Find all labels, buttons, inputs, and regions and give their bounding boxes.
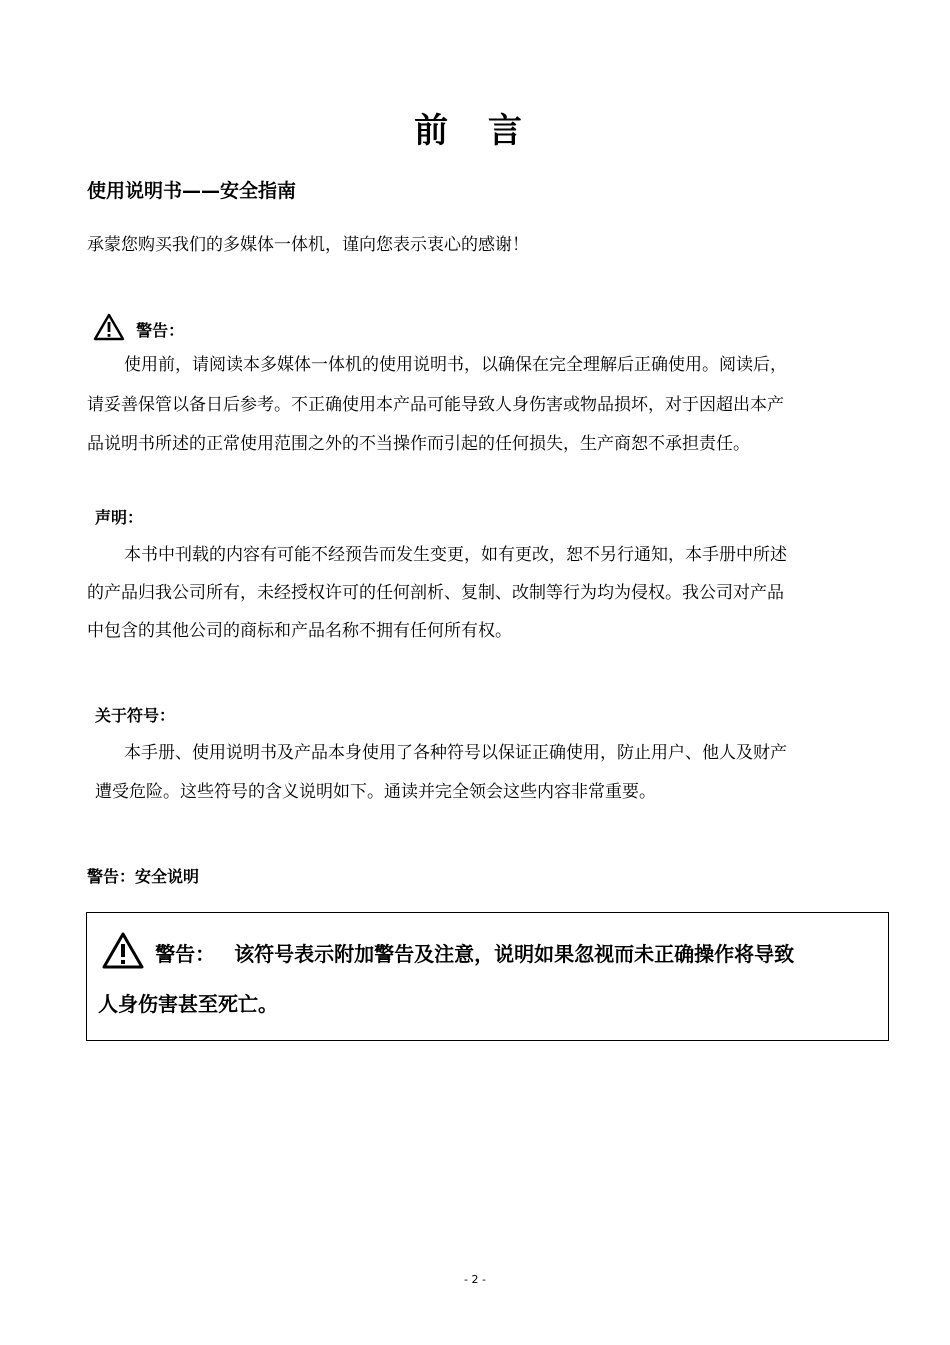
statement-line-3: 中包含的其他公司的商标和产品名称不拥有任何所有权。 (87, 621, 512, 641)
warning-triangle-icon (93, 313, 125, 345)
safety-box-line-1: 该符号表示附加警告及注意，说明如果忽视而未正确操作将导致 (234, 942, 795, 966)
statement-line-2: 的产品归我公司所有，未经授权许可的任何剖析、复制、改制等行为均为侵权。我公司对产品 (87, 583, 784, 603)
warning-line-1: 使用前，请阅读本多媒体一体机的使用说明书，以确保在完全理解后正确使用。阅读后， (124, 355, 787, 375)
warning-line-3: 品说明书所述的正常使用范围之外的不当操作而引起的任何损失，生产商恕不承担责任。 (87, 434, 750, 454)
intro-text: 承蒙您购买我们的多媒体一体机，谨向您表示衷心的感谢！ (87, 235, 529, 255)
symbols-label: 关于符号： (95, 706, 176, 725)
symbols-line-1: 本手册、使用说明书及产品本身使用了各种符号以保证正确使用，防止用户、他人及财产 (124, 743, 787, 763)
warning-label: 警告： (136, 320, 185, 340)
safety-warning-box (86, 912, 889, 1041)
page-number: - 2 - (464, 1273, 486, 1286)
statement-line-1: 本书中刊载的内容有可能不经预告而发生变更，如有更改，恕不另行通知，本手册中所述 (124, 545, 787, 565)
safety-heading: 警告：安全说明 (87, 867, 200, 886)
section-heading: 使用说明书——安全指南 (87, 180, 297, 202)
safety-box-line-2: 人身伤害甚至死亡。 (98, 992, 278, 1016)
page-title: 前 言 (414, 111, 536, 151)
warning-line-2: 请妥善保管以备日后参考。不正确使用本产品可能导致人身伤害或物品损坏，对于因超出本产 (87, 395, 784, 415)
warning-triangle-icon (102, 932, 144, 973)
safety-box-row-1 (102, 932, 794, 973)
safety-box-label: 警告： (155, 942, 216, 966)
warning-label-row (93, 313, 184, 345)
statement-label: 声明： (95, 508, 144, 527)
symbols-line-2: 遭受危险。这些符号的含义说明如下。通读并完全领会这些内容非常重要。 (95, 782, 656, 802)
